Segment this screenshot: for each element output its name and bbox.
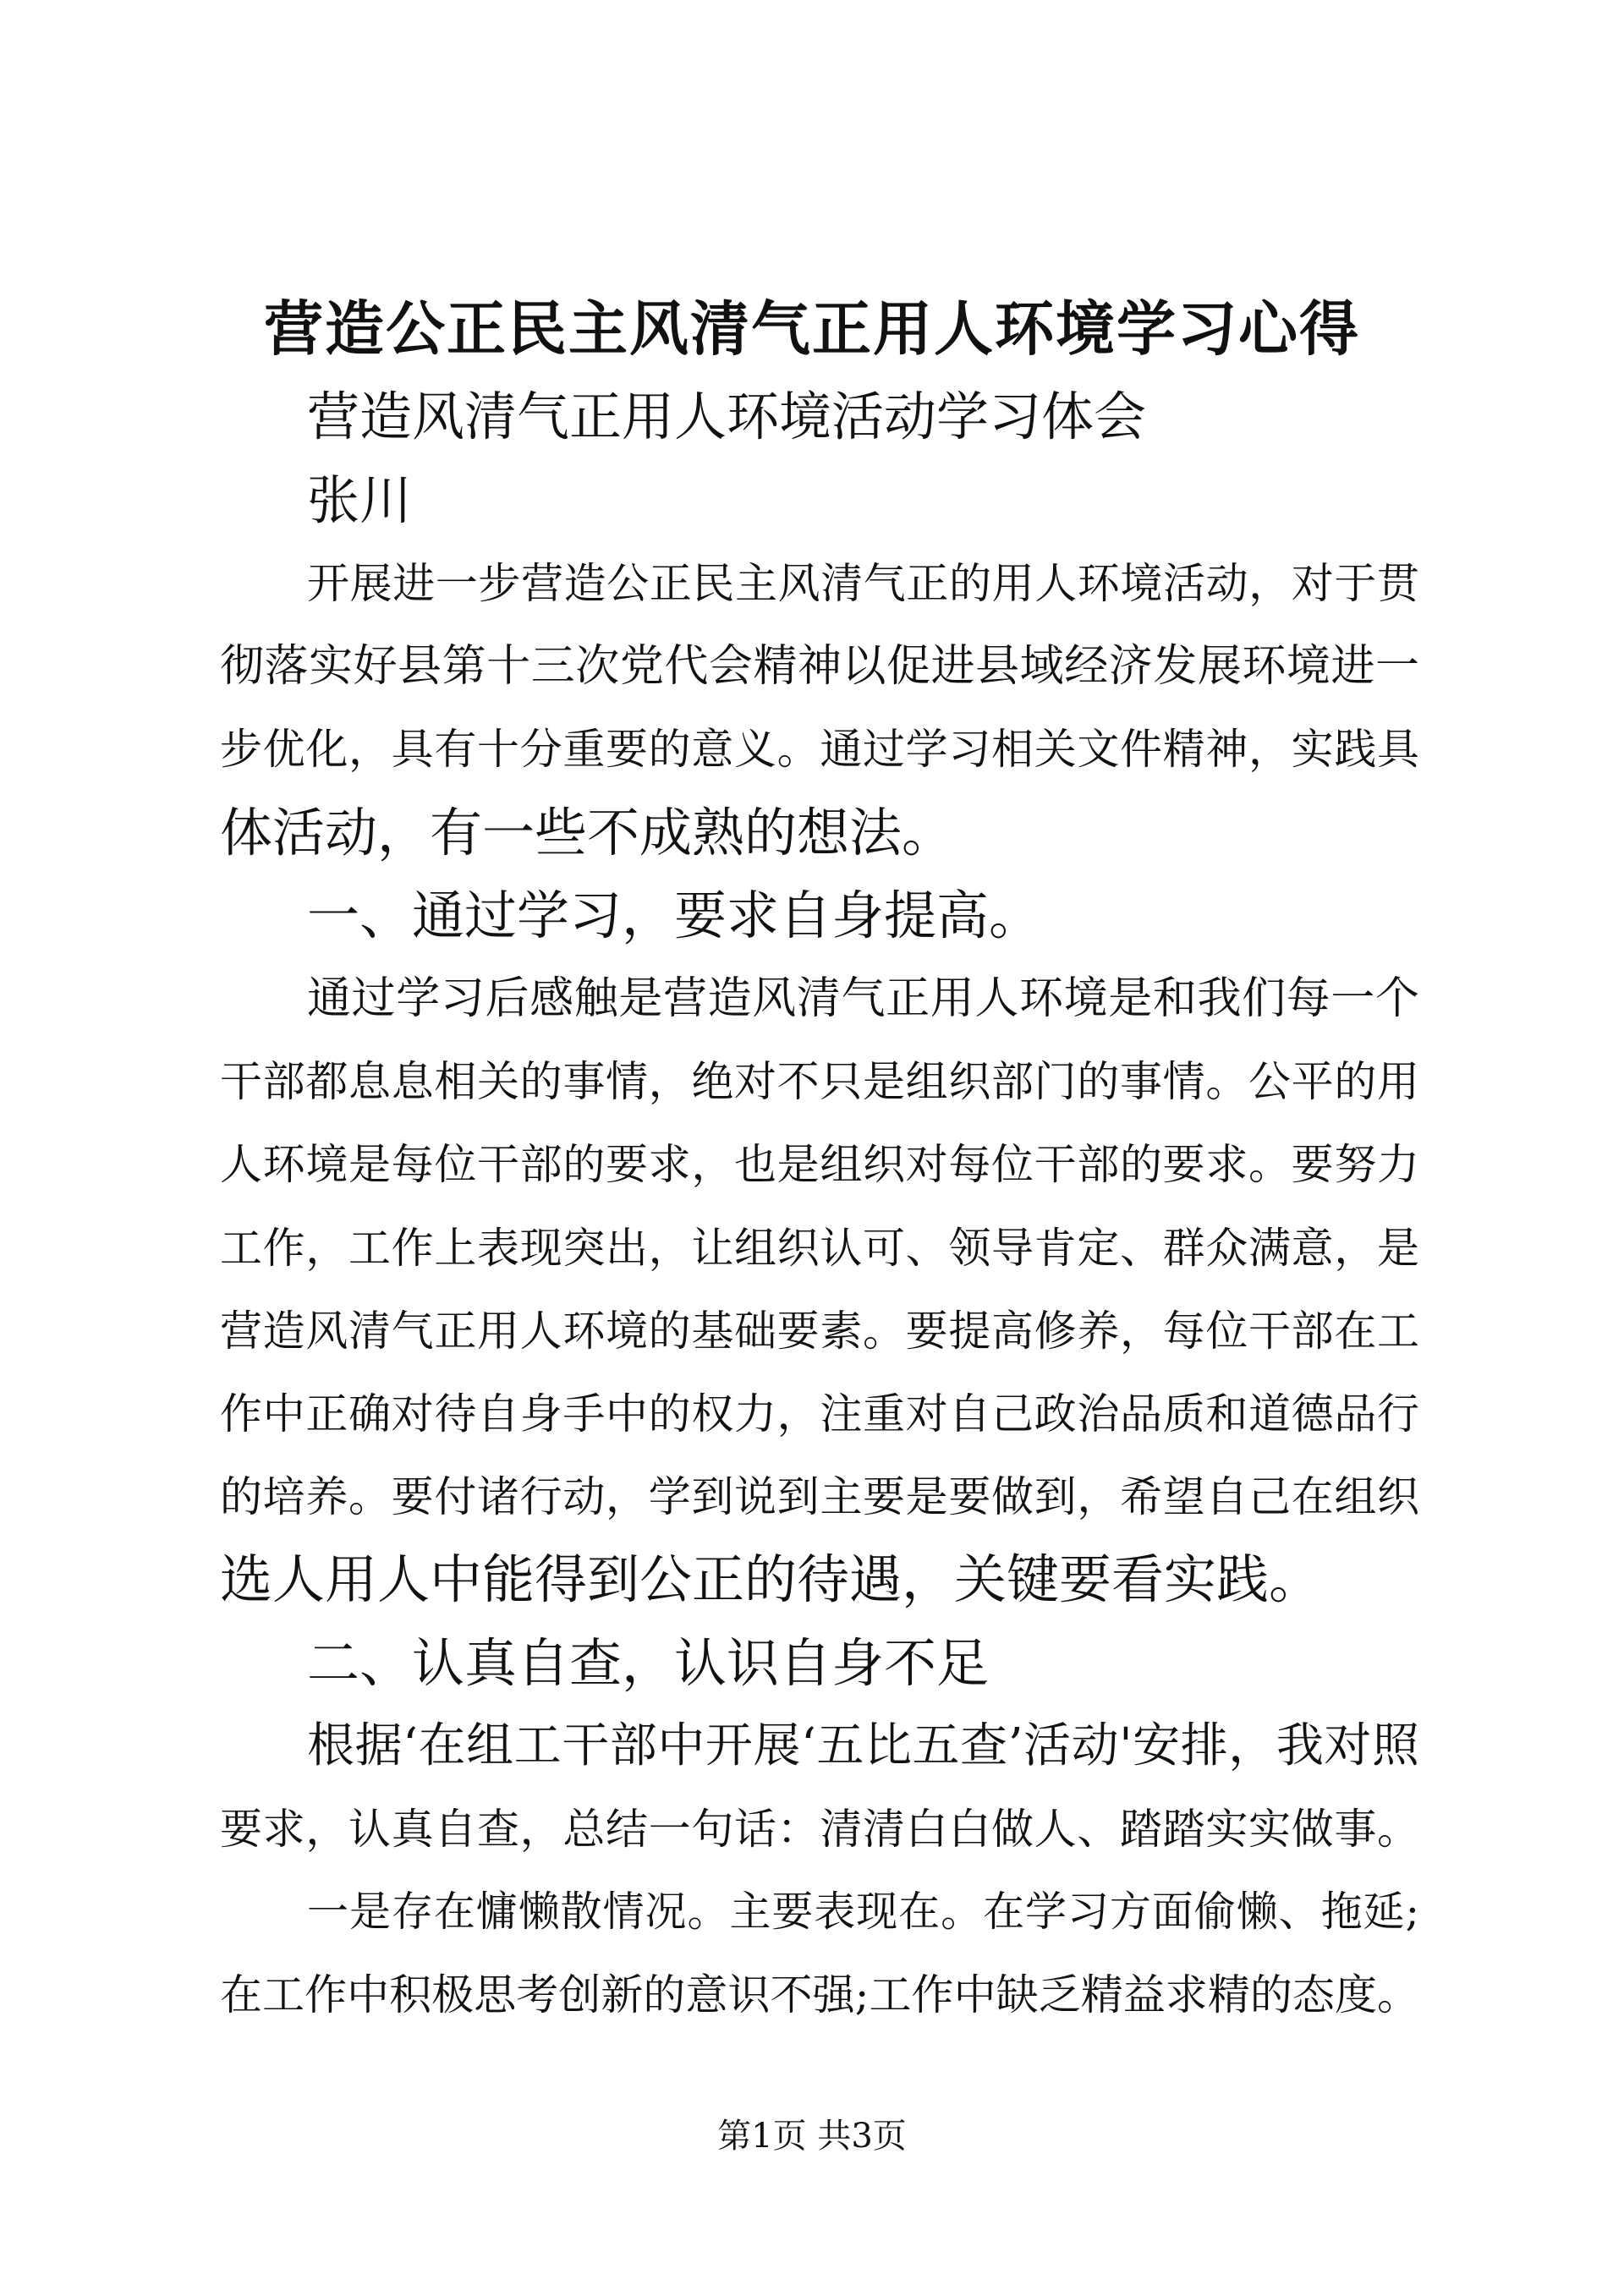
body-text-line: 根据‘在组工干部中开展‘五比五查’活动'安排，我对照 [307,1718,1419,1773]
body-text-line: 选人用人中能得到公正的待遇，关键要看实践。 [220,1548,1322,1611]
body-text-line: 的培养。要付诸行动，学到说到主要是要做到，希望自己在组织 [220,1472,1419,1522]
body-text-line: 营造风清气正用人环境的基础要素。要提高修养，每位干部在工 [220,1306,1419,1356]
body-text-line: 体活动，有一些不成熟的想法。 [220,801,955,863]
body-text-line: 要求，认真自查，总结一句话：清清白白做人、踏踏实实做事。 [220,1805,1419,1854]
body-text-line: 通过学习后感触是营造风清气正用人环境是和我们每一个 [307,973,1419,1024]
section-heading: 一、通过学习，要求自身提高。 [307,884,1042,946]
body-text-line: 工作，工作上表现突出，让组织认可、领导肯定、群众满意，是 [220,1223,1419,1273]
body-text-line: 开展进一步营造公正民主风清气正的用人环境活动，对于贯 [307,559,1419,608]
body-text-line: 作中正确对待自身手中的权力，注重对自己政治品质和道德品行 [220,1389,1419,1438]
author: 张川 [307,469,413,531]
body-text-line: 一是存在慵懒散情况。主要表现在。在学习方面偷懒、拖延; [307,1888,1419,1937]
body-text-line: 步优化，具有十分重要的意义。通过学习相关文件精神，实践具 [220,725,1419,775]
document-title: 营造公正民主风清气正用人环境学习心得 [264,293,1360,364]
body-text-line: 干部都息息相关的事情，绝对不只是组织部门的事情。公平的用 [220,1057,1419,1107]
body-text-line: 在工作中积极思考创新的意识不强;工作中缺乏精益求精的态度。 [220,1970,1419,2020]
section-heading: 二、认真自查，认识自身不足 [307,1631,990,1694]
page-footer: 第1页 共3页 [717,2117,907,2156]
body-text-line: 彻落实好县第十三次党代会精神以促进县域经济发展环境进一 [220,641,1419,693]
body-text-line: 人环境是每位干部的要求，也是组织对每位干部的要求。要努力 [220,1140,1419,1190]
subtitle: 营造风清气正用人环境活动学习体会 [307,386,1147,447]
